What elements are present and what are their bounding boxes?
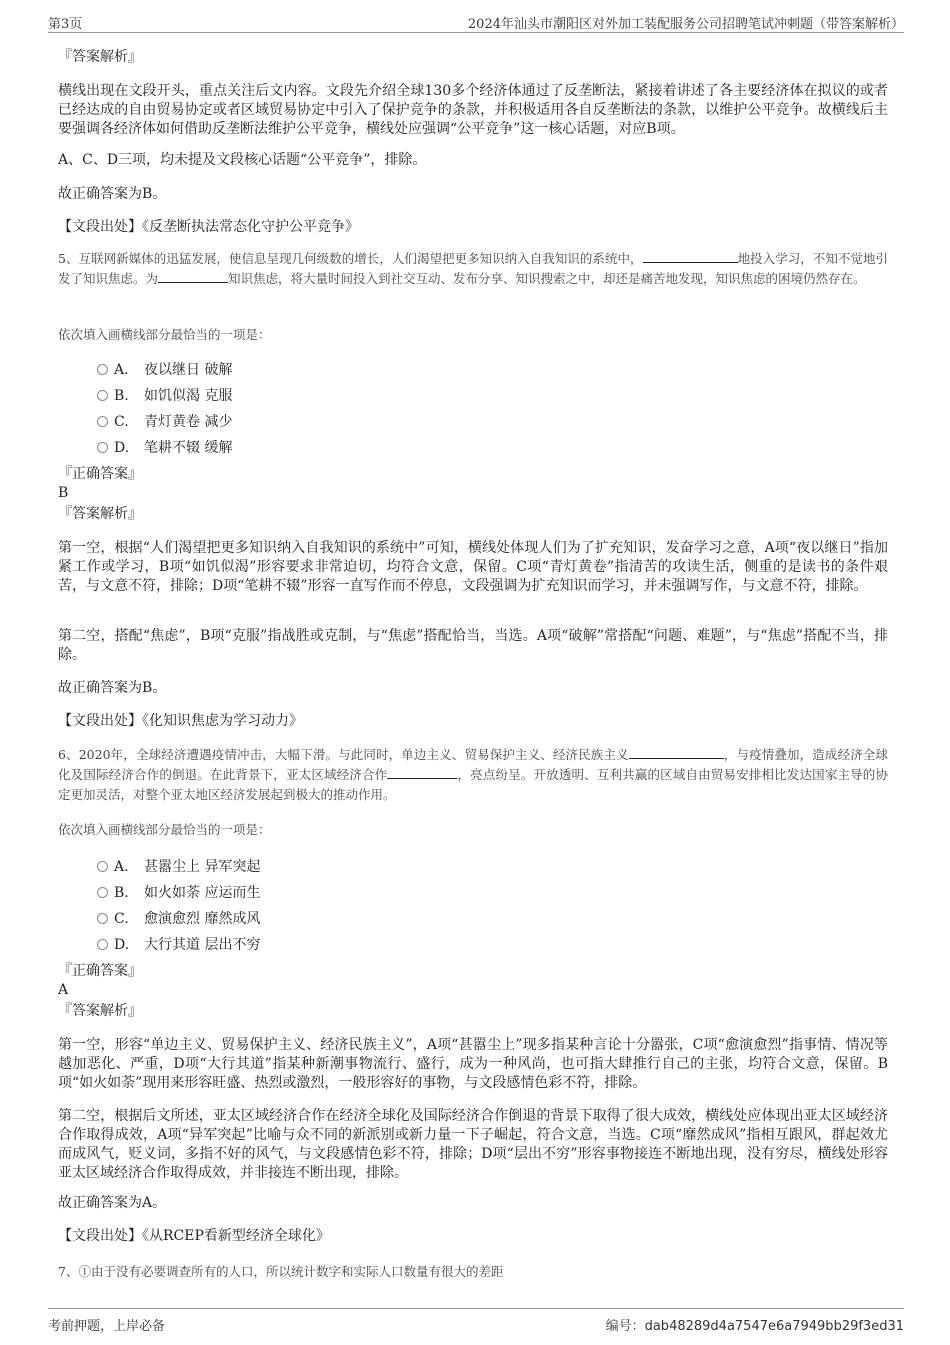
q6-analysis-p3: 故正确答案为A。 — [58, 1195, 167, 1211]
q5-analysis-label: 『答案解析』 — [58, 506, 142, 522]
page-header — [48, 10, 904, 33]
page-number: 第3页 — [48, 17, 83, 32]
radio-icon[interactable] — [97, 390, 108, 401]
q5-answer-label: 『正确答案』 — [58, 466, 142, 482]
q6-analysis-p1: 第一空，形容“单边主义、贸易保护主义、经济民族主义”，A项“甚嚣尘上”现多指某种言论十分嚣张，C项“愈演愈烈”指事情、情况等越加恶化、严重，D项“大行其道”指某种新潮事物流行、盛行，成为一种风尚，也可指大肆推行自己的主张，均符合文意，保留。B项“如火如荼”现用来形容旺盛、热烈或激烈，一般形容好的事物，与文段感情色彩不符，排除。 — [58, 1037, 888, 1091]
q6-option-d[interactable]: D. 大行其道 层出不穷 — [97, 934, 260, 954]
q5-source: 【文段出处】《化知识焦虑为学习动力》 — [58, 713, 303, 729]
q6-blank-2 — [387, 766, 457, 779]
q4-source: 【文段出处】《反垄断执法常态化守护公平竞争》 — [58, 219, 359, 235]
q5-stem-c: 知识焦虑，将大量时间投入到社交互动、发布分享、知识搜索之中，却还是痛苦地发现，知识焦虑的困境仍然存在。 — [228, 271, 866, 286]
page-footer — [48, 1308, 904, 1333]
q6-source: 【文段出处】《从RCEP看新型经济全球化》 — [58, 1228, 330, 1244]
radio-icon[interactable] — [97, 364, 108, 375]
radio-icon[interactable] — [97, 913, 108, 924]
q6-option-a[interactable]: A. 甚嚣尘上 异军突起 — [97, 856, 260, 876]
q5-stem-b: 地投入学习，不知不觉地引发了知识焦虑。为 — [58, 251, 888, 286]
q6-option-b[interactable]: B. 如火如荼 应运而生 — [97, 882, 260, 902]
q6-prompt: 依次填入画横线部分最恰当的一项是： — [58, 822, 271, 837]
document-id: 编号：dab48289d4a7547e6a7949bb29f3ed31 — [605, 1319, 904, 1334]
q5-option-d[interactable]: D. 笔耕不辍 缓解 — [97, 437, 232, 457]
radio-icon[interactable] — [97, 887, 108, 898]
q5-analysis-p3: 故正确答案为B。 — [58, 680, 167, 696]
q5-stem-a: 5、互联网新媒体的迅猛发展，使信息呈现几何级数的增长，人们渴望把更多知识纳入自我知识的系统中， — [58, 251, 643, 266]
q6-stem-b: ，与疫情叠加，造成经济全球化及国际经济合作的倒退。在此背景下，亚太区域经济合作 — [58, 747, 888, 782]
q4-analysis-p1: 横线出现在文段开头，重点关注后文内容。文段先介绍全球130多个经济体通过了反垄断法，紧接着讲述了各主要经济体在拟议的或者已经达成的自由贸易协定或者区域贸易协定中引入了保护竞争的条款，并积极适用各自反垄断法的条款，以维护公平竞争。故横线后主要强调各经济体如何借助反垄断法维护公平竞争，横线处应强调“公平竞争”这一核心话题，对应B项。 — [58, 83, 888, 137]
q5-option-c[interactable]: C. 青灯黄卷 减少 — [97, 411, 232, 431]
radio-icon[interactable] — [97, 861, 108, 872]
q5-option-b[interactable]: B. 如饥似渴 克服 — [97, 385, 232, 405]
q6-analysis-label: 『答案解析』 — [58, 1003, 142, 1019]
q6-answer-label: 『正确答案』 — [58, 963, 142, 979]
q5-option-a[interactable]: A. 夜以继日 破解 — [97, 359, 232, 379]
q5-blank-2 — [158, 270, 228, 283]
q5-answer: B — [58, 485, 69, 501]
q6-stem-a: 6、2020年，全球经济遭遇疫情冲击，大幅下滑。与此同时，单边主义、贸易保护主义、经济民族主义 — [58, 747, 629, 762]
q5-analysis-p2: 第二空，搭配“焦虑”，B项“克服”指战胜或克制，与“焦虑”搭配恰当，当选。A项“破解”常搭配“问题、难题”，与“焦虑”搭配不当，排除。 — [58, 628, 888, 663]
q5-analysis-p1: 第一空，根据“人们渴望把更多知识纳入自我知识的系统中”可知，横线处体现人们为了扩充知识，发奋学习之意，A项“夜以继日”指加紧工作或学习，B项“如饥似渴”形容要求非常迫切，均符合文意，保留。C项“青灯黄卷”指清苦的攻读生活，侧重的是读书的条件艰苦，与文意不符，排除；D项“笔耕不辍”形容一直写作而不停息，文段强调为扩充知识而学习，并未强调写作，与文意不符，排除。 — [58, 540, 888, 594]
radio-icon[interactable] — [97, 442, 108, 453]
radio-icon[interactable] — [97, 416, 108, 427]
q4-analysis-p2: A、C、D三项，均未提及文段核心话题“公平竞争”，排除。 — [58, 152, 427, 168]
radio-icon[interactable] — [97, 939, 108, 950]
q6-option-c[interactable]: C. 愈演愈烈 靡然成风 — [97, 908, 260, 928]
q4-analysis-p3: 故正确答案为B。 — [58, 186, 167, 202]
q5-prompt: 依次填入画横线部分最恰当的一项是： — [58, 327, 271, 342]
q7-stem: 7、①由于没有必要调查所有的人口，所以统计数字和实际人口数量有很大的差距 — [58, 1264, 504, 1279]
q6-analysis-p2: 第二空，根据后文所述，亚太区域经济合作在经济全球化及国际经济合作倒退的背景下取得了很大成效，横线处应体现出亚太区域经济合作取得成效，A项“异军突起”比喻与众不同的新派别或新力量一下子崛起，符合文意，当选。C项“靡然成风”指相互跟风，群起效尤而成风气，贬义词，多指不好的风气，与文段感情色彩不符，排除；D项“层出不穷”形容事物接连不断地出现，没有穷尽，横线处形容亚太区域经济合作取得成效，并非接连不断出现，排除。 — [58, 1108, 888, 1181]
footer-slogan: 考前押题，上岸必备 — [48, 1319, 166, 1334]
q6-answer: A — [58, 982, 69, 998]
q6-stem-c: ，亮点纷呈。开放透明、互利共赢的区域自由贸易安排相比发达国家主导的协定更加灵活，对整个亚太地区经济发展起到极大的推动作用。 — [58, 767, 888, 802]
q6-stem — [58, 745, 888, 805]
q4-analysis-label: 『答案解析』 — [58, 49, 142, 65]
document-title: 2024年汕头市潮阳区对外加工装配服务公司招聘笔试冲刺题（带答案解析） — [467, 17, 904, 32]
q5-blank-1 — [643, 250, 738, 263]
q6-blank-1 — [629, 746, 724, 759]
q5-stem — [58, 249, 888, 289]
